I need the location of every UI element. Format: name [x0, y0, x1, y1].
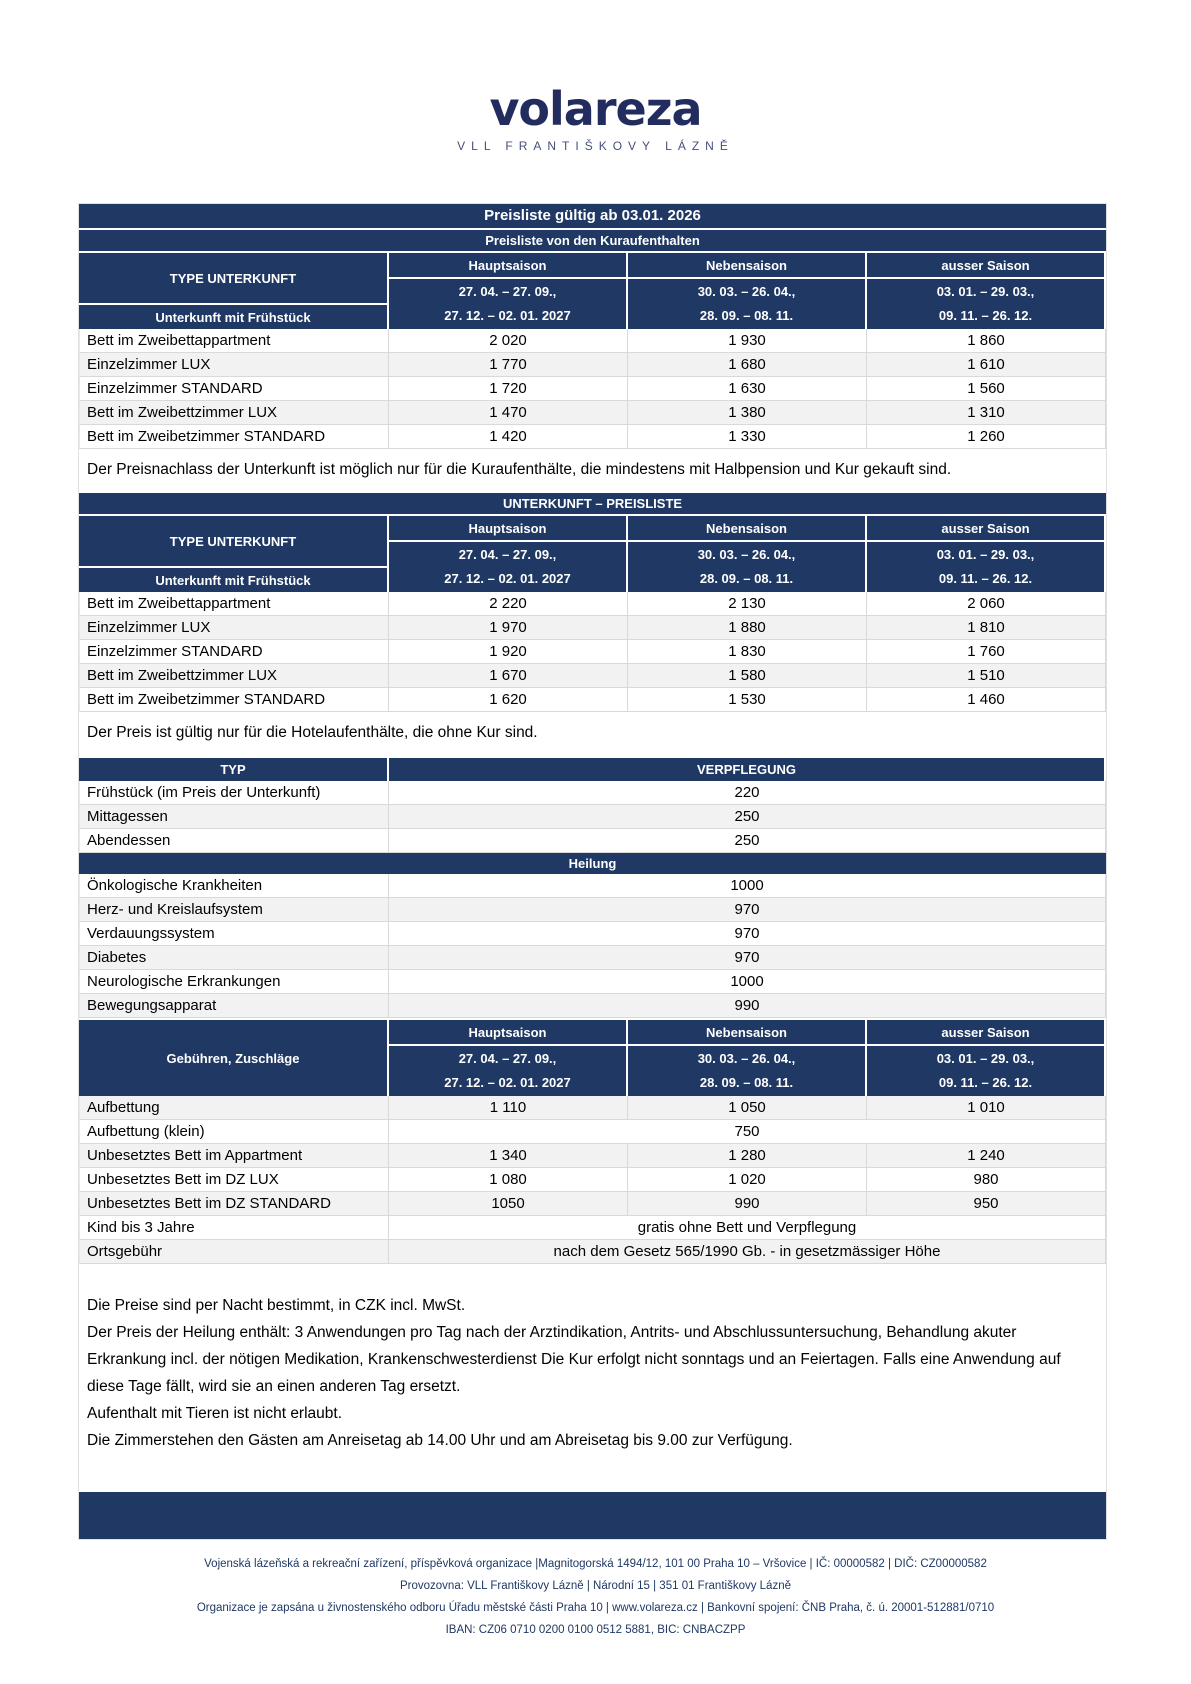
row-label: Mittagessen	[79, 805, 389, 829]
season-name: Hauptsaison	[389, 253, 626, 277]
row-label: Einzelzimmer STANDARD	[79, 640, 389, 664]
season-dates: 30. 03. – 26. 04., 28. 09. – 08. 11.	[628, 542, 865, 592]
price-cell: 1 510	[867, 664, 1106, 688]
price-cell: 1 080	[389, 1168, 628, 1192]
table-row	[79, 592, 1106, 616]
accommodation-subheader: Unterkunft mit Frühstück	[79, 305, 387, 329]
price-cell: 1 530	[628, 688, 867, 712]
season-dates: 03. 01. – 29. 03., 09. 11. – 26. 12.	[867, 279, 1104, 329]
corner-label: TYPE UNTERKUNFT	[79, 516, 387, 566]
row-label: Kind bis 3 Jahre	[79, 1216, 389, 1240]
table-row	[79, 1216, 1106, 1240]
table-row	[79, 640, 1106, 664]
season-dates: 27. 04. – 27. 09., 27. 12. – 02. 01. 2027	[389, 1046, 626, 1096]
season-name: Nebensaison	[628, 253, 865, 277]
price-cell: 1 810	[867, 616, 1106, 640]
table-row	[79, 805, 1106, 829]
price-cell: 1 620	[389, 688, 628, 712]
title-validity: Preisliste gültig ab 03.01. 2026	[79, 204, 1106, 228]
season-name: Hauptsaison	[389, 516, 626, 540]
table-row	[79, 377, 1106, 401]
price-cell: 1000	[389, 970, 1106, 994]
price-cell: 1 920	[389, 640, 628, 664]
corner-label: Gebühren, Zuschläge	[79, 1020, 387, 1096]
row-label: Bett im Zweibettappartment	[79, 329, 389, 353]
price-cell: 2 060	[867, 592, 1106, 616]
footer-line: Organizace je zapsána u živnostenského odboru Úřadu městské části Praha 10 | www.volareza.cz | Bankovní spojení: ČNB Praha, č. ú. 20001-512881/0710	[196, 1602, 995, 1614]
price-cell: 1 560	[867, 377, 1106, 401]
row-label: Verdauungssystem	[79, 922, 389, 946]
table-row	[79, 1120, 1106, 1144]
price-cell: 1 340	[389, 1144, 628, 1168]
row-label: Bewegungsapparat	[79, 994, 389, 1018]
row-label: Bett im Zweibettzimmer LUX	[79, 401, 389, 425]
season-dates: 03. 01. – 29. 03., 09. 11. – 26. 12.	[867, 1046, 1104, 1096]
table-row	[79, 616, 1106, 640]
table-row	[79, 664, 1106, 688]
verpflegung-header	[79, 756, 1106, 781]
price-cell: 1 460	[867, 688, 1106, 712]
price-cell: 2 220	[389, 592, 628, 616]
title-kuraufenthalte: Preisliste von den Kuraufenthalten	[79, 230, 1106, 251]
price-cell: 1 860	[867, 329, 1106, 353]
price-cell: 1 580	[628, 664, 867, 688]
row-label: Bett im Zweibetzimmer STANDARD	[79, 425, 389, 449]
logo-subtitle: VLL FRANTIŠKOVY LÁZNĚ	[457, 139, 734, 153]
season-dates: 03. 01. – 29. 03., 09. 11. – 26. 12.	[867, 542, 1104, 592]
row-label: Frühstück (im Preis der Unterkunft)	[79, 781, 389, 805]
verpflegung-table	[79, 756, 1106, 1018]
table-row	[79, 970, 1106, 994]
table-row	[79, 946, 1106, 970]
row-label: Önkologische Krankheiten	[79, 874, 389, 898]
hotel-table-note: Der Preis ist gültig nur für die Hotelaufenthälte, die ohne Kur sind.	[87, 724, 538, 741]
price-cell: 1 670	[389, 664, 628, 688]
price-cell: 1 610	[867, 353, 1106, 377]
price-cell: 1 050	[628, 1096, 867, 1120]
logo-brand: volareza	[489, 82, 702, 136]
season-name: Hauptsaison	[389, 1020, 626, 1044]
season-dates: 30. 03. – 26. 04., 28. 09. – 08. 11.	[628, 1046, 865, 1096]
price-cell: 220	[389, 781, 1106, 805]
bottom-bar	[79, 1492, 1106, 1539]
price-cell: 2 020	[389, 329, 628, 353]
table-row	[79, 425, 1106, 449]
price-cell: 250	[389, 805, 1106, 829]
row-label: Abendessen	[79, 829, 389, 853]
table-row	[79, 898, 1106, 922]
span-cell: nach dem Gesetz 565/1990 Gb. - in gesetzmässiger Höhe	[389, 1240, 1106, 1264]
row-label: Bett im Zweibettappartment	[79, 592, 389, 616]
season-dates: 30. 03. – 26. 04., 28. 09. – 08. 11.	[628, 279, 865, 329]
note-line: Aufenthalt mit Tieren ist nicht erlaubt.	[87, 1405, 343, 1422]
row-label: Ortsgebühr	[79, 1240, 389, 1264]
accommodation-subheader: Unterkunft mit Frühstück	[79, 568, 387, 592]
price-cell: 1 110	[389, 1096, 628, 1120]
season-header	[79, 514, 1106, 592]
general-notes	[79, 1264, 1106, 1462]
price-cell: 1 830	[628, 640, 867, 664]
table-row	[79, 1192, 1106, 1216]
price-cell: 1 010	[867, 1096, 1106, 1120]
price-cell: 1 240	[867, 1144, 1106, 1168]
price-cell: 1 880	[628, 616, 867, 640]
price-cell: 980	[867, 1168, 1106, 1192]
price-cell: 970	[389, 922, 1106, 946]
footer	[0, 1553, 1191, 1641]
table-row	[79, 353, 1106, 377]
row-label: Unbesetztes Bett im DZ LUX	[79, 1168, 389, 1192]
table-row	[79, 1144, 1106, 1168]
price-cell: 1 770	[389, 353, 628, 377]
price-cell: 1 630	[628, 377, 867, 401]
price-cell: 970	[389, 898, 1106, 922]
row-label: Herz- und Kreislaufsystem	[79, 898, 389, 922]
price-cell: 1 330	[628, 425, 867, 449]
price-cell: 1 760	[867, 640, 1106, 664]
price-cell: 1 680	[628, 353, 867, 377]
footer-line: Provozovna: VLL Františkovy Lázně | Národní 15 | 351 01 Františkovy Lázně	[399, 1580, 791, 1592]
row-label: Unbesetztes Bett im DZ STANDARD	[79, 1192, 389, 1216]
price-cell: 1 970	[389, 616, 628, 640]
price-cell: 1 930	[628, 329, 867, 353]
table-row	[79, 922, 1106, 946]
note-line: Der Preis der Heilung enthält: 3 Anwendungen pro Tag nach der Arztindikation, Antrits- und Abschlussuntersuchung, Behandlung akuter Erkrankung incl. der nötigen Medikation, Krankenschwesterdienst Die Kur erfolgt nicht sonntags und an Feiertagen. Falls eine Anwendung auf diese Tage fällt, wird sie an einen anderen Tag ersetzt.	[87, 1324, 1061, 1395]
price-cell: 1 310	[867, 401, 1106, 425]
price-cell: 1000	[389, 874, 1106, 898]
season-header	[79, 251, 1106, 329]
table-row	[79, 1168, 1106, 1192]
row-label: Unbesetztes Bett im Appartment	[79, 1144, 389, 1168]
row-label: Einzelzimmer STANDARD	[79, 377, 389, 401]
season-dates: 27. 04. – 27. 09., 27. 12. – 02. 01. 2027	[389, 542, 626, 592]
note-line: Die Zimmerstehen den Gästen am Anreisetag ab 14.00 Uhr und am Abreisetag bis 9.00 zur Verfügung.	[87, 1432, 793, 1449]
price-cell: 1 380	[628, 401, 867, 425]
kur-price-table	[79, 251, 1106, 449]
table-row	[79, 401, 1106, 425]
hotel-price-table	[79, 514, 1106, 712]
table-row	[79, 1240, 1106, 1264]
row-label: Einzelzimmer LUX	[79, 616, 389, 640]
heilung-section-header: Heilung	[79, 853, 1106, 874]
footer-line: Vojenská lázeňská a rekreační zařízení, příspěvková organizace |Magnitogorská 1494/12, 101 00 Praha 10 – Vršovice | IČ: 00000582 | DIČ: CZ00000582	[204, 1558, 987, 1570]
price-cell: 990	[628, 1192, 867, 1216]
logo	[0, 0, 1191, 153]
price-cell: 1 720	[389, 377, 628, 401]
note-line: Die Preise sind per Nacht bestimmt, in CZK incl. MwSt.	[87, 1297, 466, 1314]
season-name: ausser Saison	[867, 516, 1104, 540]
gebuehren-table	[79, 1018, 1106, 1264]
row-label: Aufbettung	[79, 1096, 389, 1120]
price-cell: 1 470	[389, 401, 628, 425]
table-row	[79, 829, 1106, 853]
price-cell: 2 130	[628, 592, 867, 616]
title-unterkunft-preisliste: UNTERKUNFT – PREISLISTE	[79, 493, 1106, 514]
footer-line: IBAN: CZ06 0710 0200 0100 0512 5881, BIC: CNBACZPP	[445, 1624, 746, 1636]
price-cell: 1 260	[867, 425, 1106, 449]
season-dates: 27. 04. – 27. 09., 27. 12. – 02. 01. 2027	[389, 279, 626, 329]
season-name: ausser Saison	[867, 253, 1104, 277]
price-cell: 1 420	[389, 425, 628, 449]
price-cell: 970	[389, 946, 1106, 970]
season-name: Nebensaison	[628, 1020, 865, 1044]
row-label: Neurologische Erkrankungen	[79, 970, 389, 994]
row-label: Bett im Zweibettzimmer LUX	[79, 664, 389, 688]
table-row	[79, 1096, 1106, 1120]
season-name: ausser Saison	[867, 1020, 1104, 1044]
row-label: Einzelzimmer LUX	[79, 353, 389, 377]
verpflegung-col-verpflegung: VERPFLEGUNG	[389, 758, 1104, 781]
price-cell: 1050	[389, 1192, 628, 1216]
verpflegung-col-typ: TYP	[79, 758, 387, 781]
price-list-content	[78, 203, 1107, 1540]
season-header	[79, 1018, 1106, 1096]
row-label: Aufbettung (klein)	[79, 1120, 389, 1144]
price-cell: 250	[389, 829, 1106, 853]
table-row	[79, 329, 1106, 353]
season-name: Nebensaison	[628, 516, 865, 540]
table-row	[79, 874, 1106, 898]
kur-table-note: Der Preisnachlass der Unterkunft ist möglich nur für die Kuraufenthälte, die mindestens mit Halbpension und Kur gekauft sind.	[87, 461, 952, 478]
table-row	[79, 688, 1106, 712]
price-cell: 1 280	[628, 1144, 867, 1168]
table-row	[79, 994, 1106, 1018]
table-row	[79, 781, 1106, 805]
row-label: Bett im Zweibetzimmer STANDARD	[79, 688, 389, 712]
price-cell: 990	[389, 994, 1106, 1018]
span-cell: gratis ohne Bett und Verpflegung	[389, 1216, 1106, 1240]
row-label: Diabetes	[79, 946, 389, 970]
price-cell: 950	[867, 1192, 1106, 1216]
span-cell: 750	[389, 1120, 1106, 1144]
corner-label: TYPE UNTERKUNFT	[79, 253, 387, 303]
price-cell: 1 020	[628, 1168, 867, 1192]
